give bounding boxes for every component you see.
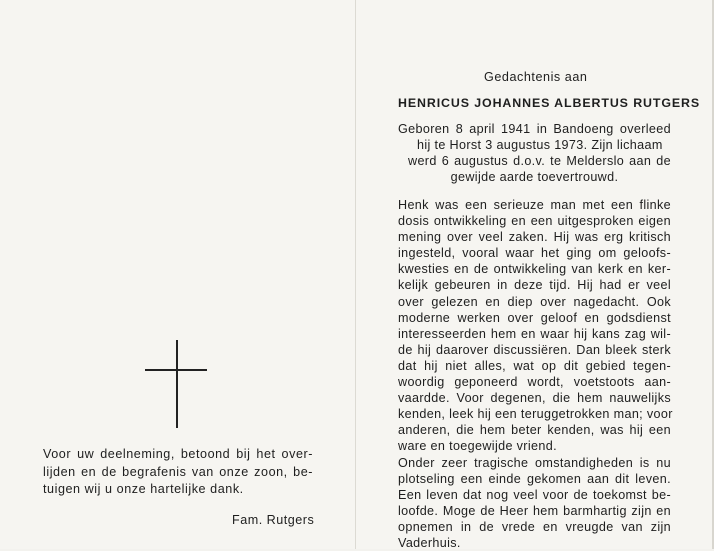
bio-line: ware en toegewijde vriend. [398,439,557,454]
bio-line: loofde. Moge de Heer hem barmhartig zijn en [398,503,671,518]
birth-line: werd 6 augustus d.o.v. te Melderslo aan de [408,154,671,169]
birth-line: Geboren 8 april 1941 in Bandoeng overleed [398,122,671,136]
bio-line: mening over veel zaken. Hij was erg kritisch [398,230,671,245]
deceased-name: HENRICUS JOHANNES ALBERTUS RUTGERS [398,96,701,110]
bio-line: dosis ontwikkeling en een uitgesproken eigen [398,214,671,229]
bio-line: Henk was een serieuze man met een flinke [398,198,671,212]
memorial-heading: Gedachtenis aan [484,70,588,84]
condolence-line: tuigen wij u onze hartelijke dank. [43,482,244,496]
bio-line: kenden, leek hij een teruggetrokken man; voor [398,407,673,422]
condolence-line: lijden en de begrafenis van onze zoon, be- [43,464,313,479]
bio-line: kwesties en de ontwikkeling van kerk en ker- [398,262,671,277]
bio-line: anderen, die hem beter kenden, was hij een [398,423,671,438]
bio-line: Vaderhuis. [398,535,461,550]
birth-line: hij te Horst 3 augustus 1973. Zijn lichaam [417,138,663,153]
bio-line: woordig geponeerd wordt, voetstoots aan- [398,375,671,390]
cross-vertical-bar [176,340,178,428]
condolence-line: Voor uw deelneming, betoond bij het over- [43,447,313,461]
bio-line: kelijk gebeuren in deze tijd. Hij had er veel [398,278,671,293]
bio-line: over gelezen en diep over nagedacht. Ook [398,294,671,309]
biography-paragraph [398,197,671,551]
cross-horizontal-bar [145,369,207,371]
condolence-text [43,446,313,499]
bio-line: dat hij niet alles, wat op dit gebied tegen- [398,358,671,373]
bio-line: Onder zeer tragische omstandigheden is nu [398,455,671,470]
signature: Fam. Rutgers [232,513,315,527]
bio-line: Een leven dat nog veel voor de toekomst be- [398,487,671,502]
birth-line: gewijde aarde toevertrouwd. [450,170,619,185]
bio-line: moderne werken over geloof en godsdienst [398,310,671,325]
bio-line: vaardde. Voor degenen, die hem nauwelijks [398,391,671,406]
birth-death-paragraph [398,121,671,185]
bio-line: plotseling een einde gekomen aan dit leven. [398,471,671,486]
bio-line: interesseerden hem en waar hij kans zag wil- [398,326,671,341]
bio-line: opnemen in de vrede en vreugde van zijn [398,519,671,534]
bio-line: ingesteld, vooral waar het ging om geloofs- [398,246,671,261]
bio-line: de hij daarover discussiëren. Dan bleek sterk [398,342,671,357]
card-fold-line [355,0,356,549]
